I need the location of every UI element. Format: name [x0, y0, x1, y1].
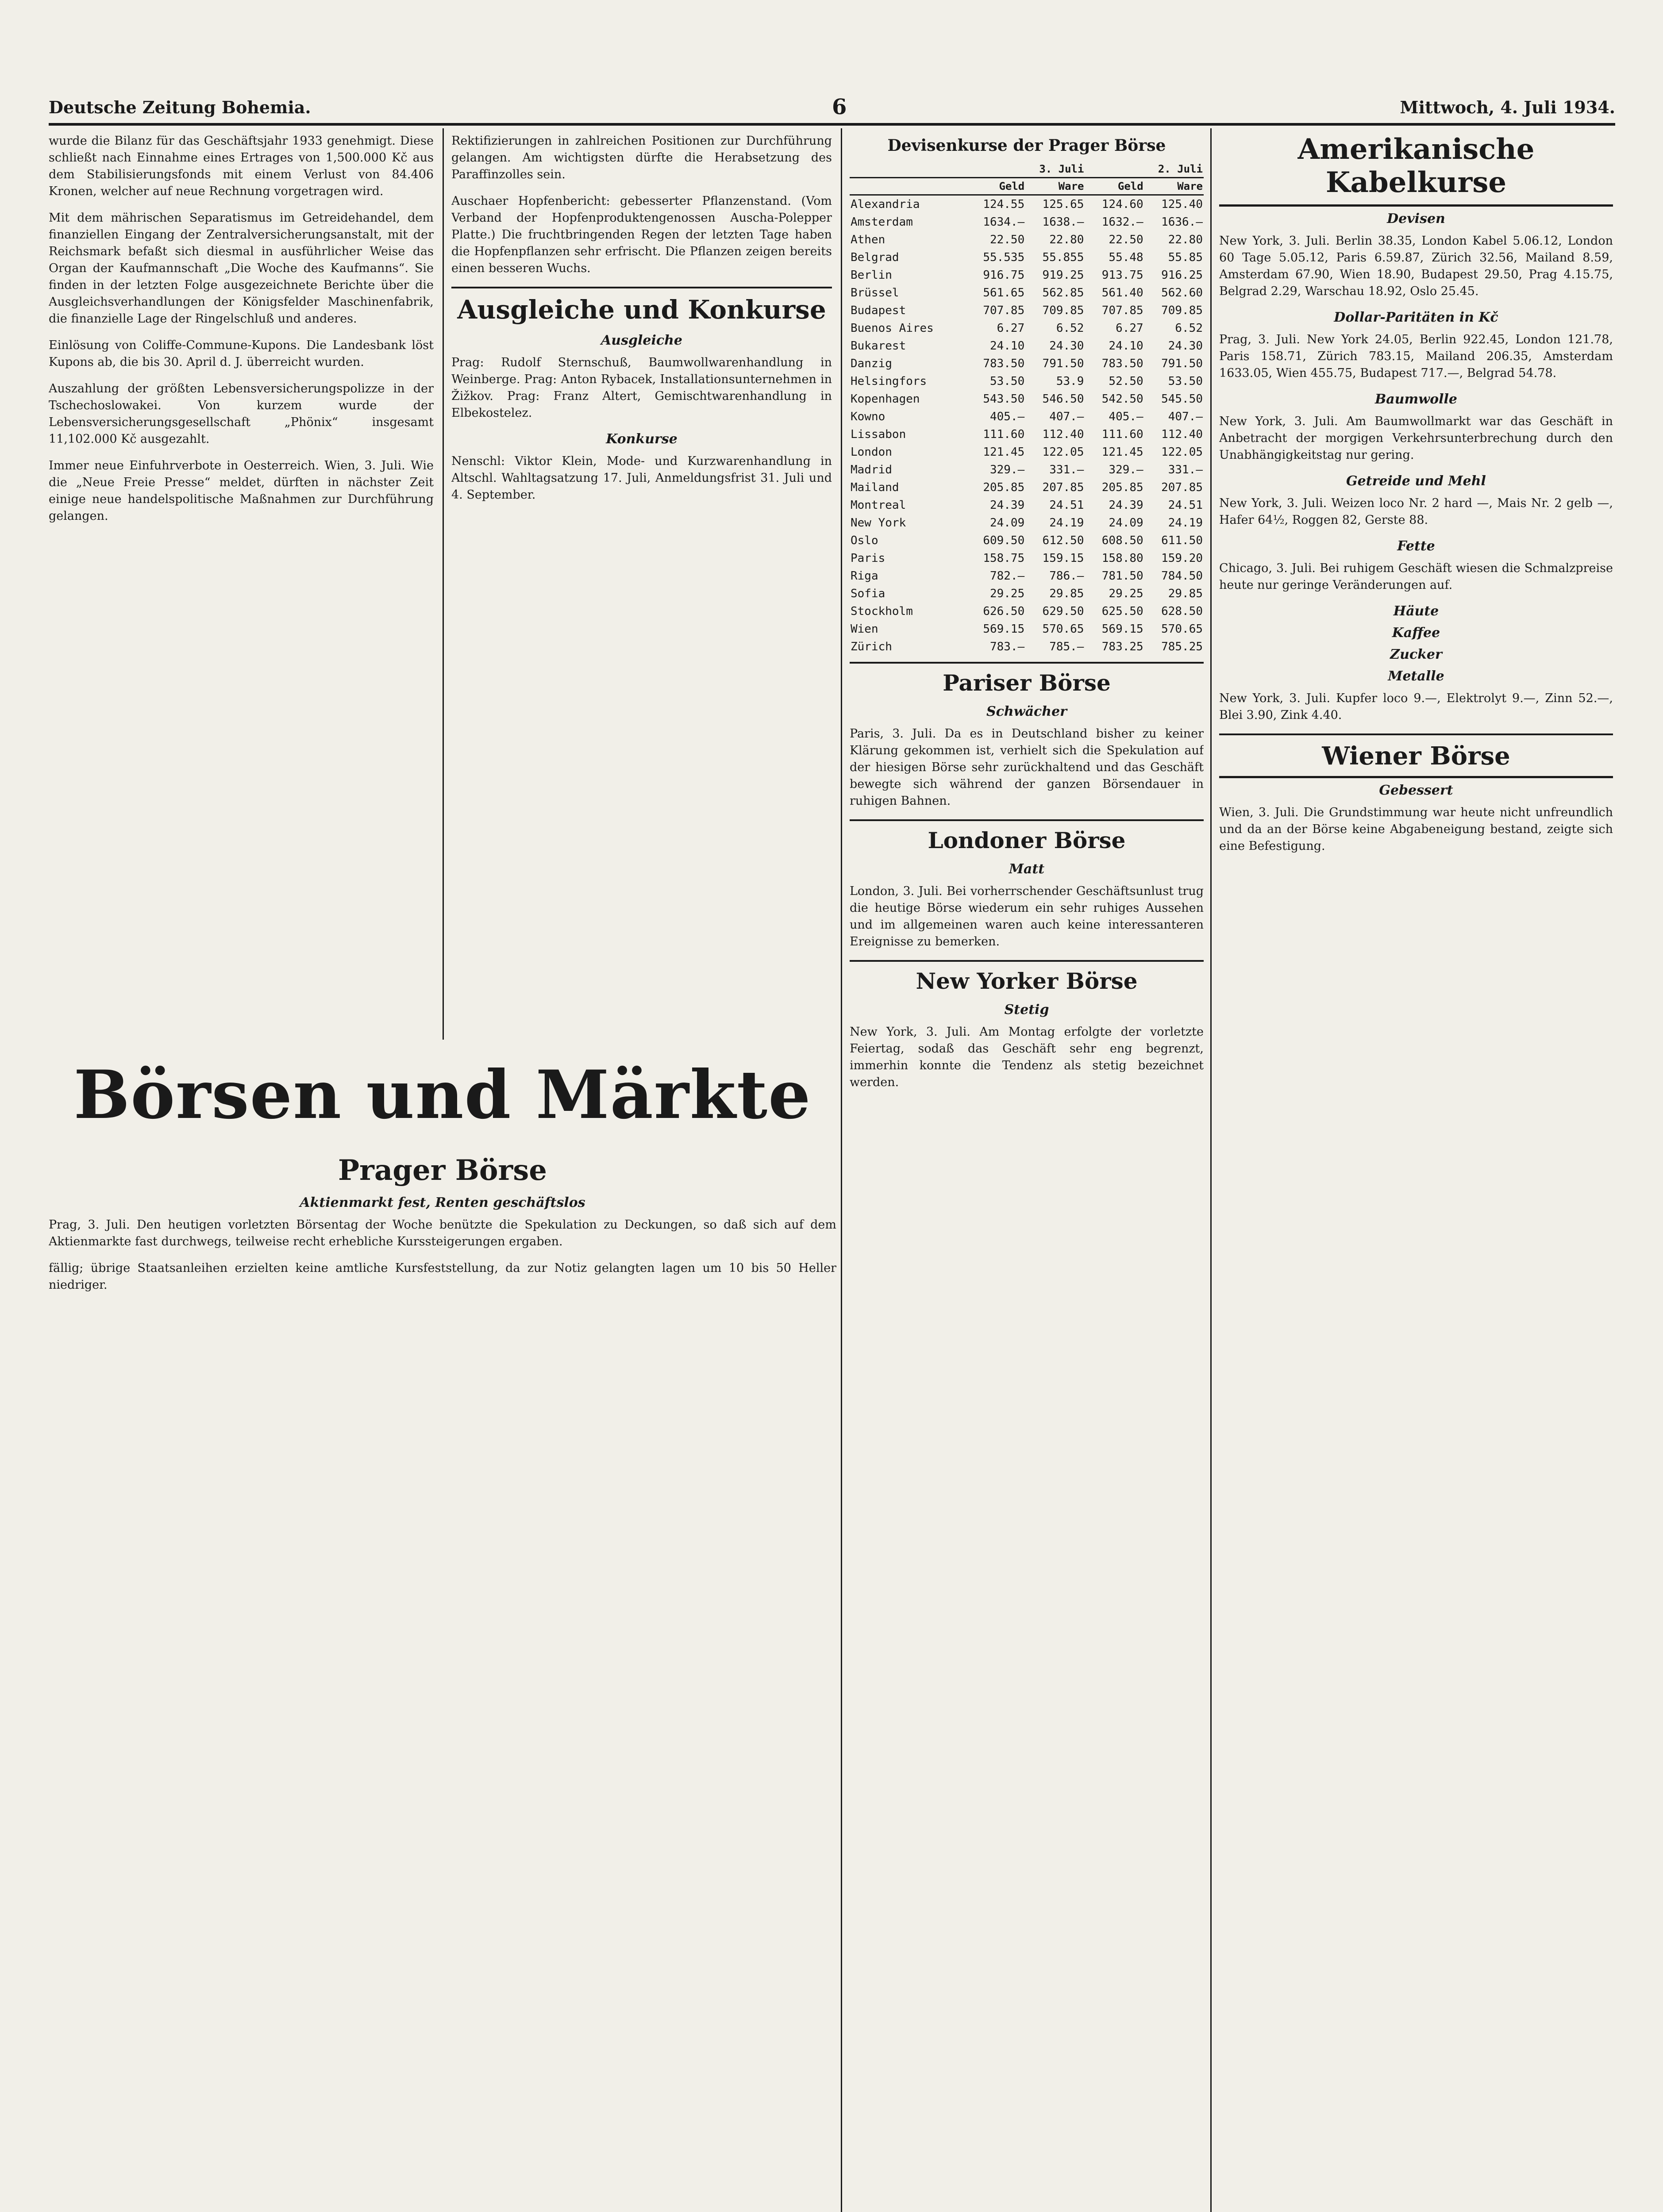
table-row	[850, 302, 1204, 319]
currency-name: Paris	[851, 552, 885, 565]
table-row	[850, 603, 1204, 620]
table-row	[850, 213, 1204, 231]
london-subtitle: Matt	[1009, 861, 1045, 877]
rate-value: 6.52	[1175, 322, 1203, 335]
article-paragraph: Auschaer Hopfenbericht: gebesserter Pflanzenstand. (Vom Verband der Hopfenproduktengenossen Auscha-Polepper Platte.) Die fruchtbringenden Regen der letzten Tage haben die Hopfenpflanzen sehr erfrischt. Die Pflanzen zeigen bereits einen besseren Wuchs.	[451, 194, 832, 275]
rate-value: 707.85	[983, 304, 1025, 317]
subsection-heading: Fette	[1397, 538, 1435, 554]
rate-value: 709.85	[1042, 304, 1084, 317]
rate-value: 22.50	[989, 233, 1025, 246]
rate-value: 121.45	[1101, 445, 1143, 459]
article-paragraph: Prag: Rudolf Sternschuß, Baumwollwarenhandlung in Weinberge. Prag: Anton Rybacek, Installationsunternehmen in Žižkov. Prag: Franz Altert, Gemischtwarenhandlung in Elbekostelez.	[451, 356, 832, 420]
rate-value: 24.09	[989, 516, 1025, 530]
rate-value: 707.85	[1101, 304, 1143, 317]
rate-value: 329.—	[989, 463, 1025, 476]
currency-name: Zürich	[851, 640, 892, 653]
devisen-table-header	[850, 161, 1204, 178]
rate-value: 53.9	[1056, 375, 1084, 388]
rate-value: 543.50	[983, 392, 1025, 406]
rate-value: 24.19	[1168, 516, 1203, 530]
devisen-table-title: Devisenkurse der Prager Börse	[887, 136, 1166, 155]
table-row	[850, 266, 1204, 284]
rate-value: 331.—	[1168, 463, 1203, 476]
rate-value: 405.—	[989, 410, 1025, 423]
column-rule	[841, 128, 842, 2212]
table-row	[850, 549, 1204, 567]
table-row	[850, 514, 1204, 532]
rate-value: 29.85	[1168, 587, 1203, 600]
rate-value: 207.85	[1042, 481, 1084, 494]
rate-value: 24.10	[989, 339, 1025, 353]
article-paragraph: Prag, 3. Juli. Den heutigen vorletzten Börsentag der Woche benützte die Spekulation zu Deckungen, so daß sich auf dem Aktienmarkte fast durchwegs, teilweise recht erhebliche Kurssteigerungen ergaben.	[49, 1218, 836, 1248]
rate-value: 913.75	[1101, 269, 1143, 282]
rate-value: 55.48	[1109, 251, 1143, 264]
table-row	[850, 355, 1204, 373]
section-heading: Ausgleiche und Konkurse	[457, 295, 826, 325]
currency-name: Berlin	[851, 269, 892, 282]
rate-value: 29.25	[989, 587, 1025, 600]
column-rule	[443, 128, 444, 1040]
table-row	[850, 284, 1204, 302]
newyork-title: New Yorker Börse	[916, 968, 1138, 994]
rate-value: 1632.—	[1101, 215, 1143, 229]
rate-value: 785.25	[1161, 640, 1203, 653]
rate-value: 207.85	[1161, 481, 1203, 494]
rate-value: 6.27	[997, 322, 1025, 335]
rate-value: 609.50	[983, 534, 1025, 547]
devisen-table-body	[850, 195, 1204, 656]
rate-value: 53.50	[1168, 375, 1203, 388]
rate-value: 919.25	[1042, 269, 1084, 282]
rate-value: 125.65	[1042, 198, 1084, 211]
rate-value: 625.50	[1101, 605, 1143, 618]
subsection-heading: Getreide und Mehl	[1346, 473, 1486, 489]
table-row	[850, 585, 1204, 603]
rate-value: 6.27	[1116, 322, 1143, 335]
col-ware: Ware	[1144, 178, 1204, 195]
table-row	[850, 567, 1204, 585]
date-header: 2. Juli	[1085, 161, 1204, 178]
subsection-heading: Häute	[1393, 603, 1439, 619]
rate-value: 546.50	[1042, 392, 1084, 406]
rate-value: 709.85	[1161, 304, 1203, 317]
rate-value: 783.25	[1101, 640, 1143, 653]
currency-name: Belgrad	[851, 251, 899, 264]
rate-value: 1634.—	[983, 215, 1025, 229]
currency-name: Montreal	[851, 499, 906, 512]
rate-value: 158.80	[1101, 552, 1143, 565]
rate-value: 24.09	[1109, 516, 1143, 530]
paris-title: Pariser Börse	[943, 670, 1111, 696]
rate-value: 562.85	[1042, 286, 1084, 300]
rate-value: 626.50	[983, 605, 1025, 618]
currency-name: Madrid	[851, 463, 892, 476]
subsection-heading: Konkurse	[606, 431, 678, 447]
currency-name: Kowno	[851, 410, 885, 423]
rate-value: 608.50	[1101, 534, 1143, 547]
currency-name: Wien	[851, 622, 878, 636]
currency-name: Sofia	[851, 587, 885, 600]
table-row	[850, 479, 1204, 496]
rate-value: 784.50	[1161, 569, 1203, 583]
rate-value: 916.75	[983, 269, 1025, 282]
rate-value: 561.65	[983, 286, 1025, 300]
rate-value: 24.30	[1168, 339, 1203, 353]
col-ware: Ware	[1025, 178, 1085, 195]
section-rule	[850, 662, 1204, 664]
rate-value: 331.—	[1049, 463, 1084, 476]
rate-value: 570.65	[1161, 622, 1203, 636]
rate-value: 22.80	[1049, 233, 1084, 246]
devisen-table	[850, 161, 1204, 656]
article-paragraph: Einlösung von Coliffe-Commune-Kupons. Die Landesbank löst Kupons ab, die bis 30. April d. J. überreicht wurden.	[49, 338, 434, 369]
article-paragraph: Prag, 3. Juli. New York 24.05, Berlin 922.45, London 121.78, Paris 158.71, Zürich 783.15, Mailand 206.35, Amsterdam 1633.05, Wien 455.75, Budapest 717.—, Belgrad 54.78.	[1219, 333, 1613, 380]
rate-value: 785.—	[1049, 640, 1084, 653]
rate-value: 545.50	[1161, 392, 1203, 406]
col-geld: Geld	[966, 178, 1025, 195]
subsection-heading: Baumwolle	[1374, 392, 1458, 407]
prague-exchange	[49, 1150, 836, 2212]
currency-name: Buenos Aires	[851, 322, 934, 335]
rate-value: 55.85	[1168, 251, 1203, 264]
currency-name: Helsingfors	[851, 375, 927, 388]
table-row	[850, 373, 1204, 390]
column-2	[451, 133, 832, 1044]
rate-value: 783.50	[1101, 357, 1143, 370]
article-paragraph: Paris, 3. Juli. Da es in Deutschland bisher zu keiner Klärung gekommen ist, verhielt sich die Spekulation auf der hiesigen Börse sehr zurückhaltend und das Geschäft bewegte sich während der ganzen Börsendauer in ruhigen Bahnen.	[850, 727, 1204, 808]
article-paragraph: New York, 3. Juli. Kupfer loco 9.—, Elektrolyt 9.—, Zinn 52.—, Blei 3.90, Zink 4.40.	[1219, 691, 1613, 722]
table-row	[850, 337, 1204, 355]
currency-name: Kopenhagen	[851, 392, 920, 406]
rate-value: 569.15	[1101, 622, 1143, 636]
currency-name: New York	[851, 516, 906, 530]
rate-value: 124.55	[983, 198, 1025, 211]
currency-name: Athen	[851, 233, 885, 246]
rate-value: 159.15	[1042, 552, 1084, 565]
rate-value: 124.60	[1101, 198, 1143, 211]
currency-name: Stockholm	[851, 605, 913, 618]
rate-value: 159.20	[1161, 552, 1203, 565]
table-row	[850, 532, 1204, 549]
rate-value: 612.50	[1042, 534, 1084, 547]
section-banner-title: Börsen und Märkte	[73, 1056, 812, 1134]
rate-value: 782.—	[989, 569, 1025, 583]
currency-name: Amsterdam	[851, 215, 913, 229]
article-paragraph: Auszahlung der größten Lebensversicherungspolizze in der Tschechoslowakei. Von kurzem wurde der Lebensversicherungsgesellschaft „Phönix“ insgesamt 11,102.000 Kč ausgezahlt.	[49, 382, 434, 446]
rate-value: 205.85	[983, 481, 1025, 494]
col-geld: Geld	[1085, 178, 1144, 195]
currency-name: Lissabon	[851, 428, 906, 441]
rate-value: 569.15	[983, 622, 1025, 636]
paris-subtitle: Schwächer	[986, 704, 1067, 719]
rate-value: 542.50	[1101, 392, 1143, 406]
currency-name: Alexandria	[851, 198, 920, 211]
rate-value: 55.535	[983, 251, 1025, 264]
column-4	[1219, 133, 1613, 2212]
rate-value: 628.50	[1161, 605, 1203, 618]
rate-value: 24.10	[1109, 339, 1143, 353]
rate-value: 29.85	[1049, 587, 1084, 600]
rate-value: 125.40	[1161, 198, 1203, 211]
rate-value: 24.39	[989, 499, 1025, 512]
article-paragraph: wurde die Bilanz für das Geschäftsjahr 1933 genehmigt. Diese schließt nach Einnahme eines Ertrages von 1,500.000 Kč aus dem Stabilisierungsfonds mit einem Verlust von 84.406 Kronen, welcher auf neue Rechnung vorgetragen wird.	[49, 134, 434, 198]
rate-value: 407.—	[1049, 410, 1084, 423]
issue-date: Mittwoch, 4. Juli 1934.	[1400, 97, 1615, 117]
rate-value: 561.40	[1101, 286, 1143, 300]
currency-name: Riga	[851, 569, 878, 583]
rate-value: 791.50	[1042, 357, 1084, 370]
subsection-heading: Ausgleiche	[601, 333, 682, 348]
rate-value: 55.855	[1042, 251, 1084, 264]
london-title: Londoner Börse	[928, 827, 1126, 853]
currency-name: Bukarest	[851, 339, 906, 353]
rate-value: 329.—	[1109, 463, 1143, 476]
rate-value: 405.—	[1109, 410, 1143, 423]
rate-value: 24.51	[1168, 499, 1203, 512]
subsection-heading: Devisen	[1387, 211, 1445, 227]
subsection-heading: Zucker	[1390, 647, 1442, 662]
rate-value: 205.85	[1101, 481, 1143, 494]
table-row	[850, 638, 1204, 656]
section-rule	[451, 287, 832, 288]
article-paragraph: Rektifizierungen in zahlreichen Positionen zur Durchführung gelangen. Am wichtigsten dürfte die Herabsetzung des Paraffinzolles sein.	[451, 134, 832, 181]
article-paragraph: New York, 3. Juli. Am Baumwollmarkt war das Geschäft in Anbetracht der morgigen Verkehrsunterbrechung durch den Unabhängigkeitstag nur gering.	[1219, 415, 1613, 462]
paper-name: Deutsche Zeitung Bohemia.	[49, 97, 311, 117]
article-paragraph: Nenschl: Viktor Klein, Mode- und Kurzwarenhandlung in Altschl. Wahltagsatzung 17. Juli, Anmeldungsfrist 31. Juli und 4. September.	[451, 454, 832, 502]
masthead	[49, 92, 1615, 126]
article-paragraph: London, 3. Juli. Bei vorherrschender Geschäftsunlust trug die heutige Börse wiederum ein sehr ruhiges Aussehen und im allgemeinen waren auch keine interessanteren Ereignisse zu bemerken.	[850, 884, 1204, 949]
column-rule	[1210, 128, 1212, 2212]
rate-value: 916.25	[1161, 269, 1203, 282]
kabelkurse-title: Amerikanische Kabelkurse	[1219, 133, 1613, 207]
date-header: 3. Juli	[966, 161, 1085, 178]
rate-value: 781.50	[1101, 569, 1143, 583]
subsection-heading: Dollar-Paritäten in Kč	[1334, 310, 1498, 325]
rate-value: 1636.—	[1161, 215, 1203, 229]
table-row	[850, 620, 1204, 638]
section-rule	[850, 819, 1204, 821]
rate-value: 783.50	[983, 357, 1025, 370]
rate-value: 22.80	[1168, 233, 1203, 246]
subsection-heading: Metalle	[1388, 668, 1444, 684]
rate-value: 122.05	[1161, 445, 1203, 459]
section-rule	[1219, 733, 1613, 735]
rate-value: 24.51	[1049, 499, 1084, 512]
article-paragraph: fällig; übrige Staatsanleihen erzielten keine amtliche Kursfeststellung, da zur Notiz gelangten lagen um 10 bis 50 Heller niedriger.	[49, 1261, 836, 1292]
column-3	[850, 133, 1204, 2212]
table-row	[850, 496, 1204, 514]
rate-value: 122.05	[1042, 445, 1084, 459]
table-row	[850, 231, 1204, 249]
currency-name: Budapest	[851, 304, 906, 317]
wiener-title: Wiener Börse	[1219, 741, 1613, 778]
rate-value: 6.52	[1056, 322, 1084, 335]
prague-exchange-subtitle: Aktienmarkt fest, Renten geschäftslos	[300, 1195, 585, 1210]
rate-value: 570.65	[1042, 622, 1084, 636]
page-number: 6	[832, 95, 847, 119]
currency-name: Oslo	[851, 534, 878, 547]
table-row	[850, 408, 1204, 426]
rate-value: 29.25	[1109, 587, 1143, 600]
rate-value: 611.50	[1161, 534, 1203, 547]
newyork-subtitle: Stetig	[1004, 1002, 1049, 1018]
wiener-subtitle: Gebessert	[1379, 783, 1453, 798]
currency-name: Mailand	[851, 481, 899, 494]
rate-value: 22.50	[1109, 233, 1143, 246]
table-row	[850, 249, 1204, 266]
article-paragraph: Immer neue Einfuhrverbote in Oesterreich. Wien, 3. Juli. Wie die „Neue Freie Presse“ meldet, dürften in nächster Zeit einige neue handelspolitische Maßnahmen zur Durchführung gelangen.	[49, 459, 434, 523]
rate-value: 407.—	[1168, 410, 1203, 423]
rate-value: 52.50	[1109, 375, 1143, 388]
rate-value: 111.60	[1101, 428, 1143, 441]
rate-value: 629.50	[1042, 605, 1084, 618]
currency-name: London	[851, 445, 892, 459]
rate-value: 562.60	[1161, 286, 1203, 300]
article-paragraph: New York, 3. Juli. Berlin 38.35, London Kabel 5.06.12, London 60 Tage 5.05.12, Paris 6.59.87, Zürich 32.56, Mailand 8.59, Amsterdam 67.90, Wien 18.90, Budapest 29.50, Prag 4.15.75, Belgrad 2.29, Warschau 18.92, Oslo 25.45.	[1219, 234, 1613, 298]
column-1	[49, 133, 434, 1044]
article-paragraph: Wien, 3. Juli. Die Grundstimmung war heute nicht unfreundlich und da an der Börse keine Abgabeneigung bestand, zeigte sich eine Befestigung.	[1219, 806, 1613, 853]
article-paragraph: Chicago, 3. Juli. Bei ruhigem Geschäft wiesen die Schmalzpreise heute nur geringe Veränderungen auf.	[1219, 561, 1613, 592]
table-row	[850, 461, 1204, 479]
rate-value: 112.40	[1042, 428, 1084, 441]
rate-value: 111.60	[983, 428, 1025, 441]
table-row	[850, 195, 1204, 214]
article-paragraph: New York, 3. Juli. Weizen loco Nr. 2 hard —, Mais Nr. 2 gelb —, Hafer 64½, Roggen 82, Gerste 88.	[1219, 496, 1613, 527]
prague-exchange-title: Prager Börse	[338, 1154, 547, 1187]
rate-value: 112.40	[1161, 428, 1203, 441]
rate-value: 24.30	[1049, 339, 1084, 353]
rate-value: 1638.—	[1042, 215, 1084, 229]
currency-name: Danzig	[851, 357, 892, 370]
rate-value: 24.39	[1109, 499, 1143, 512]
subsection-heading: Kaffee	[1392, 625, 1440, 641]
table-row	[850, 390, 1204, 408]
rate-value: 53.50	[989, 375, 1025, 388]
article-paragraph: Mit dem mährischen Separatismus im Getreidehandel, dem finanziellen Eingang der Zentralversicherungsanstalt, mit der Reichsmark befaßt sich diesmal in ausführlicher Weise das Organ der Kaufmannschaft „Die Woche des Kaufmanns“. Sie finden in der letzten Folge ausgezeichnete Berichte über die Ausgleichsverhandlungen der Königsfelder Maschinenfabrik, die finanzielle Lage der Ringelschluß und anderes.	[49, 211, 434, 326]
rate-value: 783.—	[989, 640, 1025, 653]
rate-value: 24.19	[1049, 516, 1084, 530]
rate-value: 121.45	[983, 445, 1025, 459]
article-paragraph: New York, 3. Juli. Am Montag erfolgte der vorletzte Feiertag, sodaß das Geschäft sehr eng begrenzt, immerhin konnte die Tendenz als stetig bezeichnet werden.	[850, 1025, 1204, 1089]
currency-name: Brüssel	[851, 286, 899, 300]
section-rule	[850, 960, 1204, 962]
devisen-table-subheader	[850, 178, 1204, 195]
rate-value: 791.50	[1161, 357, 1203, 370]
rate-value: 158.75	[983, 552, 1025, 565]
table-row	[850, 426, 1204, 443]
table-row	[850, 319, 1204, 337]
table-row	[850, 443, 1204, 461]
rate-value: 786.—	[1049, 569, 1084, 583]
